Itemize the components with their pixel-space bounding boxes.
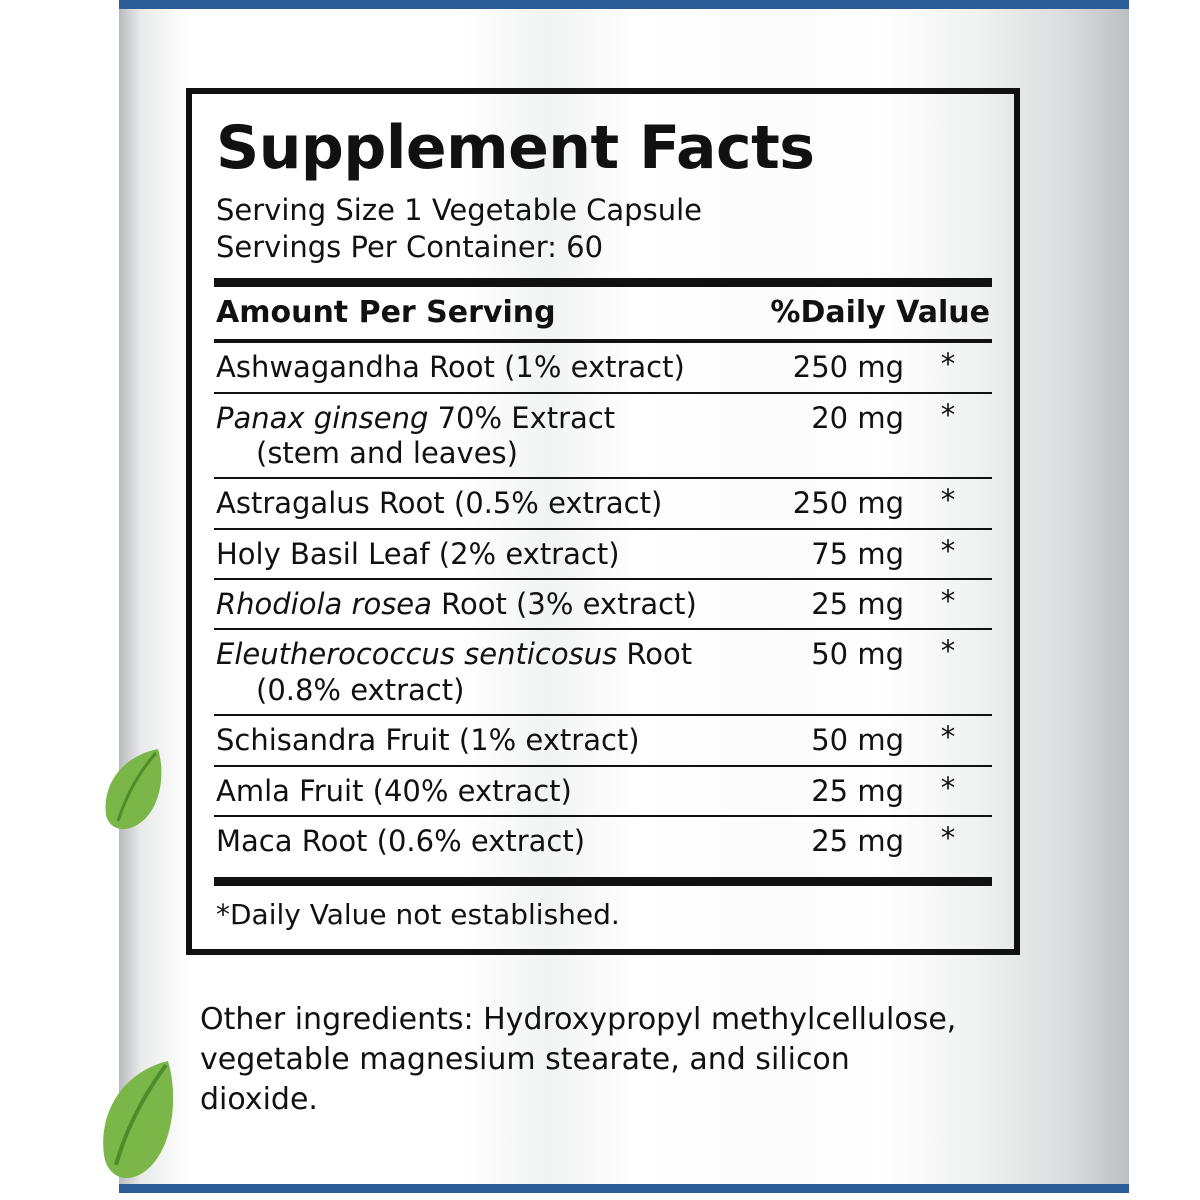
- table-row: [214, 580, 992, 628]
- ingredient-name-text: Astragalus Root (0.5% extract): [216, 486, 663, 521]
- divider-thick-bottom: [214, 877, 992, 886]
- ingredient-daily-value: *: [940, 634, 956, 669]
- panel-title: Supplement Facts: [216, 113, 815, 183]
- ingredient-amount: 50 mg: [811, 637, 904, 672]
- ingredient-name: [216, 486, 774, 521]
- table-row: [214, 767, 992, 815]
- ingredient-name: [216, 774, 774, 809]
- nutrient-table: [214, 343, 992, 865]
- daily-value-footnote: *Daily Value not established.: [216, 898, 620, 932]
- ingredient-latin-name: Eleutherococcus senticosus: [216, 637, 618, 672]
- ingredient-amount: 75 mg: [811, 536, 904, 571]
- amount-per-serving-header: Amount Per Serving: [216, 295, 556, 331]
- ingredient-amount: 25 mg: [811, 773, 904, 808]
- table-row: [214, 817, 992, 865]
- servings-per-container: Servings Per Container: 60: [216, 230, 604, 265]
- ingredient-daily-value: *: [940, 820, 956, 855]
- ingredient-name-text: Ashwagandha Root (1% extract): [216, 350, 685, 385]
- other-ingredients-line-2: vegetable magnesium stearate, and silicon: [200, 1041, 850, 1077]
- ingredient-daily-value: *: [940, 347, 956, 382]
- ingredient-name-text: Maca Root (0.6% extract): [216, 823, 586, 858]
- ingredient-latin-name: Rhodiola rosea: [216, 587, 432, 622]
- ingredient-name-rest: 70% Extract: [428, 400, 616, 435]
- table-header-row: [214, 287, 992, 339]
- ingredient-amount: 20 mg: [811, 400, 904, 435]
- table-row: [214, 530, 992, 578]
- ingredient-name: [216, 350, 774, 385]
- top-blue-band: [119, 0, 1129, 9]
- ingredient-name: [216, 587, 774, 622]
- ingredient-amount: 50 mg: [811, 723, 904, 758]
- other-ingredients-line-3: dioxide.: [200, 1081, 318, 1117]
- table-row: [214, 630, 992, 714]
- ingredient-daily-value: *: [940, 720, 956, 755]
- ingredient-name: [216, 723, 774, 758]
- ingredient-name-continuation: (stem and leaves): [256, 435, 518, 470]
- other-ingredients-line-1: Other ingredients: Hydroxypropyl methylcellulose,: [200, 1002, 957, 1037]
- ingredient-amount: 25 mg: [811, 823, 904, 858]
- table-row: [214, 394, 992, 478]
- table-row: [214, 343, 992, 391]
- table-row: [214, 716, 992, 764]
- ingredient-name-rest: Root (3% extract): [431, 587, 697, 622]
- bottom-blue-band: [119, 1184, 1129, 1193]
- ingredient-daily-value: *: [940, 770, 956, 805]
- ingredient-name: [216, 824, 774, 859]
- supplement-facts-panel: [186, 88, 1020, 955]
- ingredient-daily-value: *: [940, 533, 956, 568]
- ingredient-amount: 25 mg: [811, 587, 904, 622]
- ingredient-name-text: Schisandra Fruit (1% extract): [216, 723, 640, 758]
- ingredient-name: [216, 637, 774, 708]
- ingredient-name: [216, 401, 774, 472]
- table-row: [214, 479, 992, 527]
- ingredient-daily-value: *: [940, 397, 956, 432]
- ingredient-latin-name: Panax ginseng: [216, 400, 429, 435]
- bottom-white-strip: [119, 1193, 1129, 1200]
- ingredient-daily-value: *: [940, 584, 956, 619]
- ingredient-daily-value: *: [940, 483, 956, 518]
- daily-value-header: %Daily Value: [770, 295, 990, 331]
- divider-thick: [214, 278, 992, 287]
- serving-size: Serving Size 1 Vegetable Capsule: [216, 193, 702, 227]
- ingredient-amount: 250 mg: [792, 486, 904, 521]
- ingredient-amount: 250 mg: [792, 350, 904, 385]
- ingredient-name-continuation: (0.8% extract): [256, 672, 465, 707]
- other-ingredients: [200, 1000, 1020, 1120]
- ingredient-name: [216, 537, 774, 572]
- ingredient-name-text: Amla Fruit (40% extract): [216, 773, 572, 808]
- ingredient-name-rest: Root: [617, 637, 693, 672]
- ingredient-name-text: Holy Basil Leaf (2% extract): [216, 536, 620, 571]
